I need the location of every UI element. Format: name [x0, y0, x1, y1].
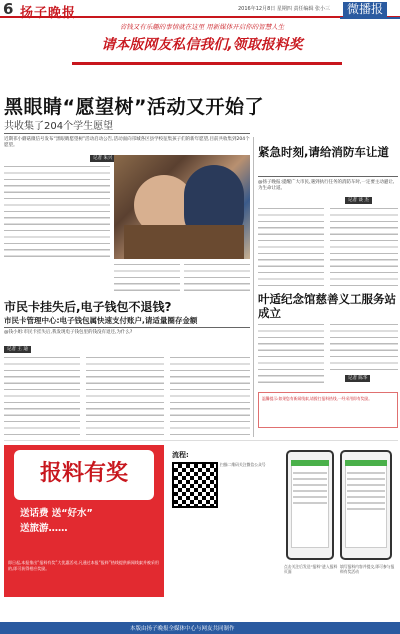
promo-rule [72, 62, 342, 65]
right-story-2-headline: 叶适纪念馆慈善义工服务站成立 [258, 292, 396, 320]
header-divider [340, 17, 400, 19]
tip-box: 温馨提示:如果您有新闻线索,请拨打报料热线,一经采用即有奖励。 [258, 392, 398, 428]
promo-tagline: 省钱又有乐趣的事情就在这里 用新媒体开启你的智慧人生 [119, 23, 285, 31]
section-label: 微播报 [343, 2, 387, 17]
main-body-col-3 [184, 262, 250, 292]
process-label: 流程: [172, 451, 189, 459]
headline-rule [4, 133, 250, 134]
phone-screenshot-2 [340, 450, 392, 560]
second-story-lead: @钱小姐:市民卡挂失后,我发现电子钱包里的钱没有退还,为什么? [4, 330, 133, 335]
promo-banner [72, 22, 332, 62]
right-story-1-lead: @扬子晚报:提醒广大市民,遇到执行任务的消防车时,一定要主动避让,为生命让道。 [258, 180, 395, 191]
main-subhead: 共收集了204个学生愿望 [4, 121, 114, 132]
ad-line-1: 送话费 送“好水” [20, 508, 93, 519]
phone-caption-2: 填写报料内容并提交,即可参与报料有奖活动 [340, 564, 395, 575]
second-story-headline: 市民卡挂失后,电子钱包不退钱? [4, 300, 172, 314]
ad-title: 报料有奖 [39, 460, 128, 486]
issue-date: 2016年12月8日 星期四 责任编辑 张小三 [238, 6, 331, 12]
ad-line-2: 送旅游…… [20, 523, 68, 534]
page-number: 6 [3, 0, 14, 18]
right-story-1-headline: 紧急时刻,请给消防车让道 [258, 145, 389, 159]
second-story-subhead: 市民卡管理中心:电子钱包属快速支付账户,请适量圈存金额 [4, 316, 198, 325]
main-body-col-1 [4, 164, 110, 260]
second-story-body-col-3 [170, 355, 250, 437]
promo-headline: 请本版网友私信我们,领取报料奖 [101, 37, 303, 53]
footer-text: 本版由扬子晚报全媒体中心与网友共同制作 [130, 626, 235, 632]
phone-caption-1: 点击关注后发送“报料”进入报料页面 [284, 564, 338, 575]
right-story-1-rule [258, 176, 398, 177]
main-lead: 近期邗小蘑菇微信号发布“黑眼睛愿望树”活动启动公告,活动面向邗城各区县学校征集孩子们的新年愿望,目前共收集到204个愿望。 [4, 137, 250, 148]
second-story-byline: 记者 王 迪 [4, 346, 31, 353]
right-story-1-byline: 记者 谈 杰 [345, 197, 372, 204]
phone-screenshot-1 [286, 450, 334, 560]
right-story-2-body-col-1 [258, 322, 324, 388]
right-story-2-body-col-2 [330, 322, 398, 372]
right-story-1-body-col-2 [330, 206, 398, 286]
main-body-col-2 [114, 262, 180, 292]
ad-text: 即日起,本报推出“报料有奖”大优惠活动,凡通过本报“报料”热线提供新闻线索并被采用的,即可获得相应奖励。 [8, 560, 159, 571]
right-story-1-body-col-1 [258, 206, 324, 286]
main-photo [114, 155, 250, 259]
qr-caption: 扫描二维码关注微信公众号 [220, 462, 266, 467]
qr-code[interactable] [172, 462, 218, 508]
second-story-body-col-1 [4, 355, 80, 437]
right-story-2-byline: 记者 陈华 [345, 375, 370, 382]
second-story-body-col-2 [86, 355, 164, 437]
second-story-rule [4, 327, 250, 328]
main-headline: 黑眼睛“愿望树”活动又开始了 [4, 96, 264, 118]
masthead-logo: 扬子晚报 [20, 6, 77, 21]
main-byline: 记者 朱兴 [90, 155, 115, 162]
column-divider [253, 137, 254, 437]
